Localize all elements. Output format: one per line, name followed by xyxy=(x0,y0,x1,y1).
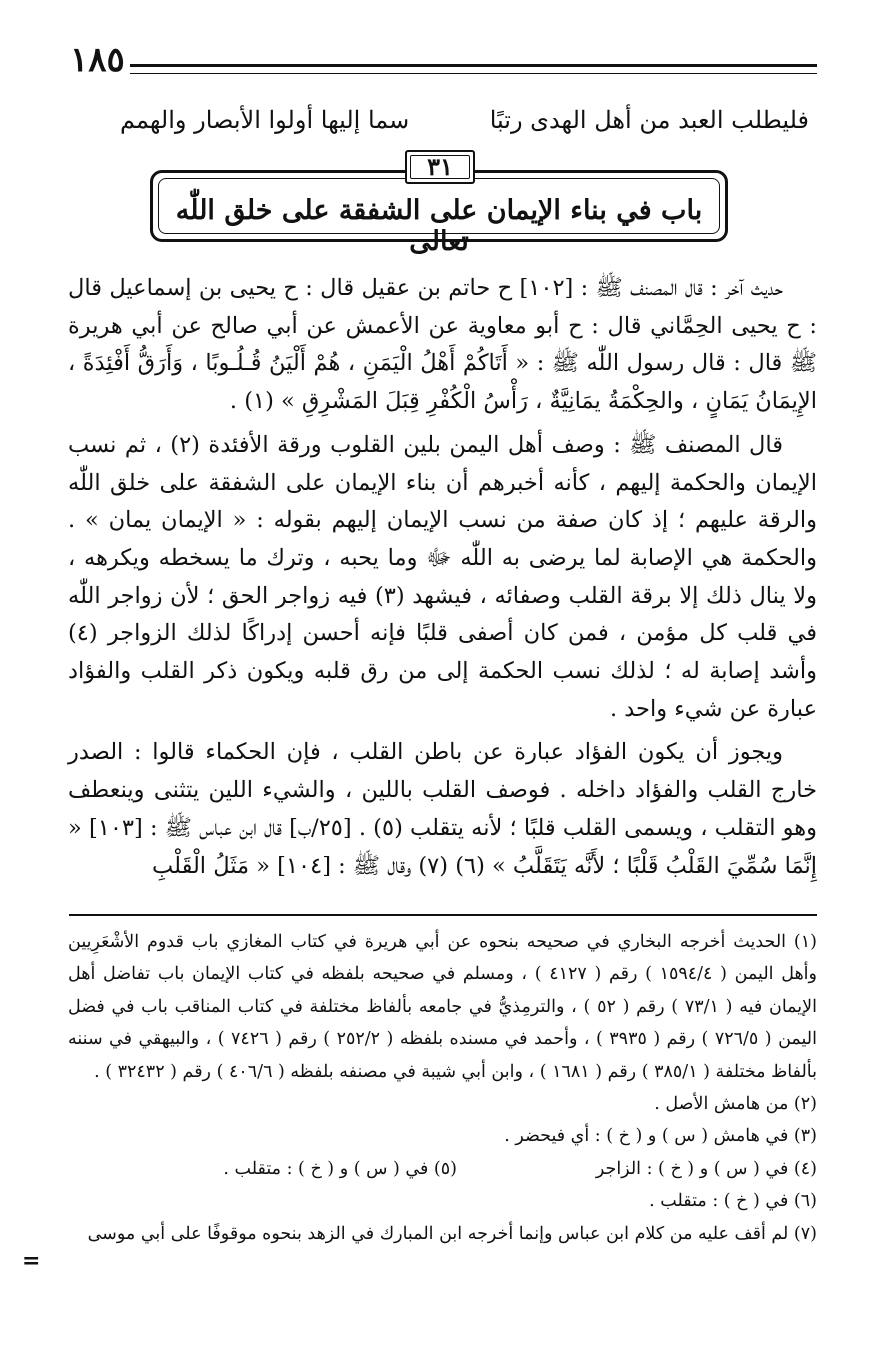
paragraph-commentary: قال المصنف ﷺ : وصف أهل اليمن بلين القلوب ورقة الأفئدة (٢) ، ثم نسب الإيمان والحكمة إليهم ، كأنه أخبرهم أن بناء الإيمان على الشفقة على خلق اللّٰه والرقة عليهم ؛ إذ كان صفة من نسب الإيمان إليهم بقوله : « الإيمان يمان » . والحكمة هي الإصابة لما يرضى به اللّٰه ﷻ وما يحبه ، وترك ما يسخطه ويكرهه ، ولا ينال ذلك إلا برقة القلب وصفائه ، فيشهد (٣) فيه زواجر الحق ؛ لأن زواجر اللّٰه في قلب كل مؤمن ، فمن كان أصفى قلبًا فإنه أحسن إدراكًا لذلك الزواجر (٤) وأشد إصابة له ؛ لذلك نسب الحكمة إلى من رق قلبه ويكون ذكر القلب والفؤاد عبارة عن شيء واحد . xyxy=(68,431,818,722)
footnote-7: (٧) لم أقف عليه من كلام ابن عباس وإنما أخرجه ابن المبارك في الزهد بنحوه موقوفًا على أبي موسى xyxy=(87,1223,817,1244)
main-text xyxy=(68,270,817,891)
continuation-mark: = xyxy=(22,1248,41,1274)
page-number: ١٨٥ xyxy=(70,40,125,80)
footnote-5: (٥) في ( س ) و ( خ ) : متقلب . xyxy=(223,1158,457,1179)
footnote-3: (٣) في هامش ( س ) و ( خ ) : أي فيحضر . xyxy=(504,1126,817,1147)
paragraph-fuad: ويجوز أن يكون الفؤاد عبارة عن باطن القلب ، فإن الحكماء قالوا : الصدر خارج القلب والفؤاد داخله . فوصف القلب باللين ، والشيء اللين يتثنى وينعطف وهو التقلب ، ويسمى القلب قلبًا ؛ لأنه يتقلب (٥) . [٢٥/ب] قال ابن عباس ﷺ : [١٠٣] « إِنَّمَا سُمِّيَ القَلْبُ قَلْبًا ؛ لأَنَّه يَتَقَلَّبُ » (٦) (٧) وقال ﷺ : [١٠٤] « مَثَلُ الْقَلْبِ xyxy=(68,739,818,879)
footnote-divider xyxy=(69,914,817,916)
chapter-title: باب في بناء الإيمان على الشفقة على خلق اللّٰه تعالى xyxy=(175,195,703,257)
verse-line xyxy=(60,106,809,146)
paragraph-hadith: حديث آخر : قال المصنف ﷺ : [١٠٢] ح حاتم بن عقيل قال : ح يحيى بن إسماعيل قال : ح يحيى الحِمَّاني قال : ح أبو معاوية عن الأعمش عن أبي صالح عن أبي هريرة ﷺ قال : قال رسول اللّٰه ﷺ : « أَتَاكُمْ أَهْلُ الْيَمَنِ ، هُمْ أَلْيَنُ قُـلُـوبًا ، وَأَرَقُّ أَفْئِدَةً ، الإِيمَانُ يَمَانٍ ، والحِكْمَةُ يمَانِيَّةٌ ، رَأْسُ الْكُفْرِ قِبَلَ المَشْرِقِ » (١) . xyxy=(68,275,817,415)
chapter-number: ٣١ xyxy=(405,150,475,184)
footnote-row-4-5 xyxy=(68,1153,817,1185)
verse-second-hemistich: سما إليها أولوا الأبصار والهمم xyxy=(120,106,410,134)
footnote-6: (٦) في ( خ ) : متقلب . xyxy=(649,1191,817,1212)
footnote-2: (٢) من هامش الأصل . xyxy=(654,1094,817,1115)
footnote-4: (٤) في ( س ) و ( خ ) : الزاجر xyxy=(595,1158,817,1179)
header-rule xyxy=(130,64,817,74)
footnote-1: (١) الحديث أخرجه البخاري في صحيحه بنحوه عن أبي هريرة في كتاب المغازي باب قدوم الأشْعَرِيين وأهل اليمن ( ١٥٩٤/٤ ) رقم ( ٤١٢٧ ) ، ومسلم في صحيحه بلفظه في كتاب الإيمان باب تفاضل أهل الإيمان فيه ( ٧٣/١ ) رقم ( ٥٢ ) ، والترمِذيُّ في جامعه بألفاظ مختلفة في كتاب المناقب باب في فضل اليمن ( ٧٢٦/٥ ) رقم ( ٣٩٣٥ ) ، وأحمد في مسنده بلفظه ( ٢٥٢/٢ ) رقم ( ٧٤٢٦ ) ، والبيهقي في سننه بألفاظ مختلفة ( ٣٨٥/١ ) رقم ( ١٦٨١ ) ، وابن أبي شيبة في مصنفه بلفظه ( ٤٠٦/٦ ) رقم ( ٣٢٤٣٢ ) . xyxy=(68,932,817,1082)
footnotes xyxy=(68,926,817,1250)
verse-first-hemistich: فليطلب العبد من أهل الهدى رتبًا xyxy=(489,106,809,134)
